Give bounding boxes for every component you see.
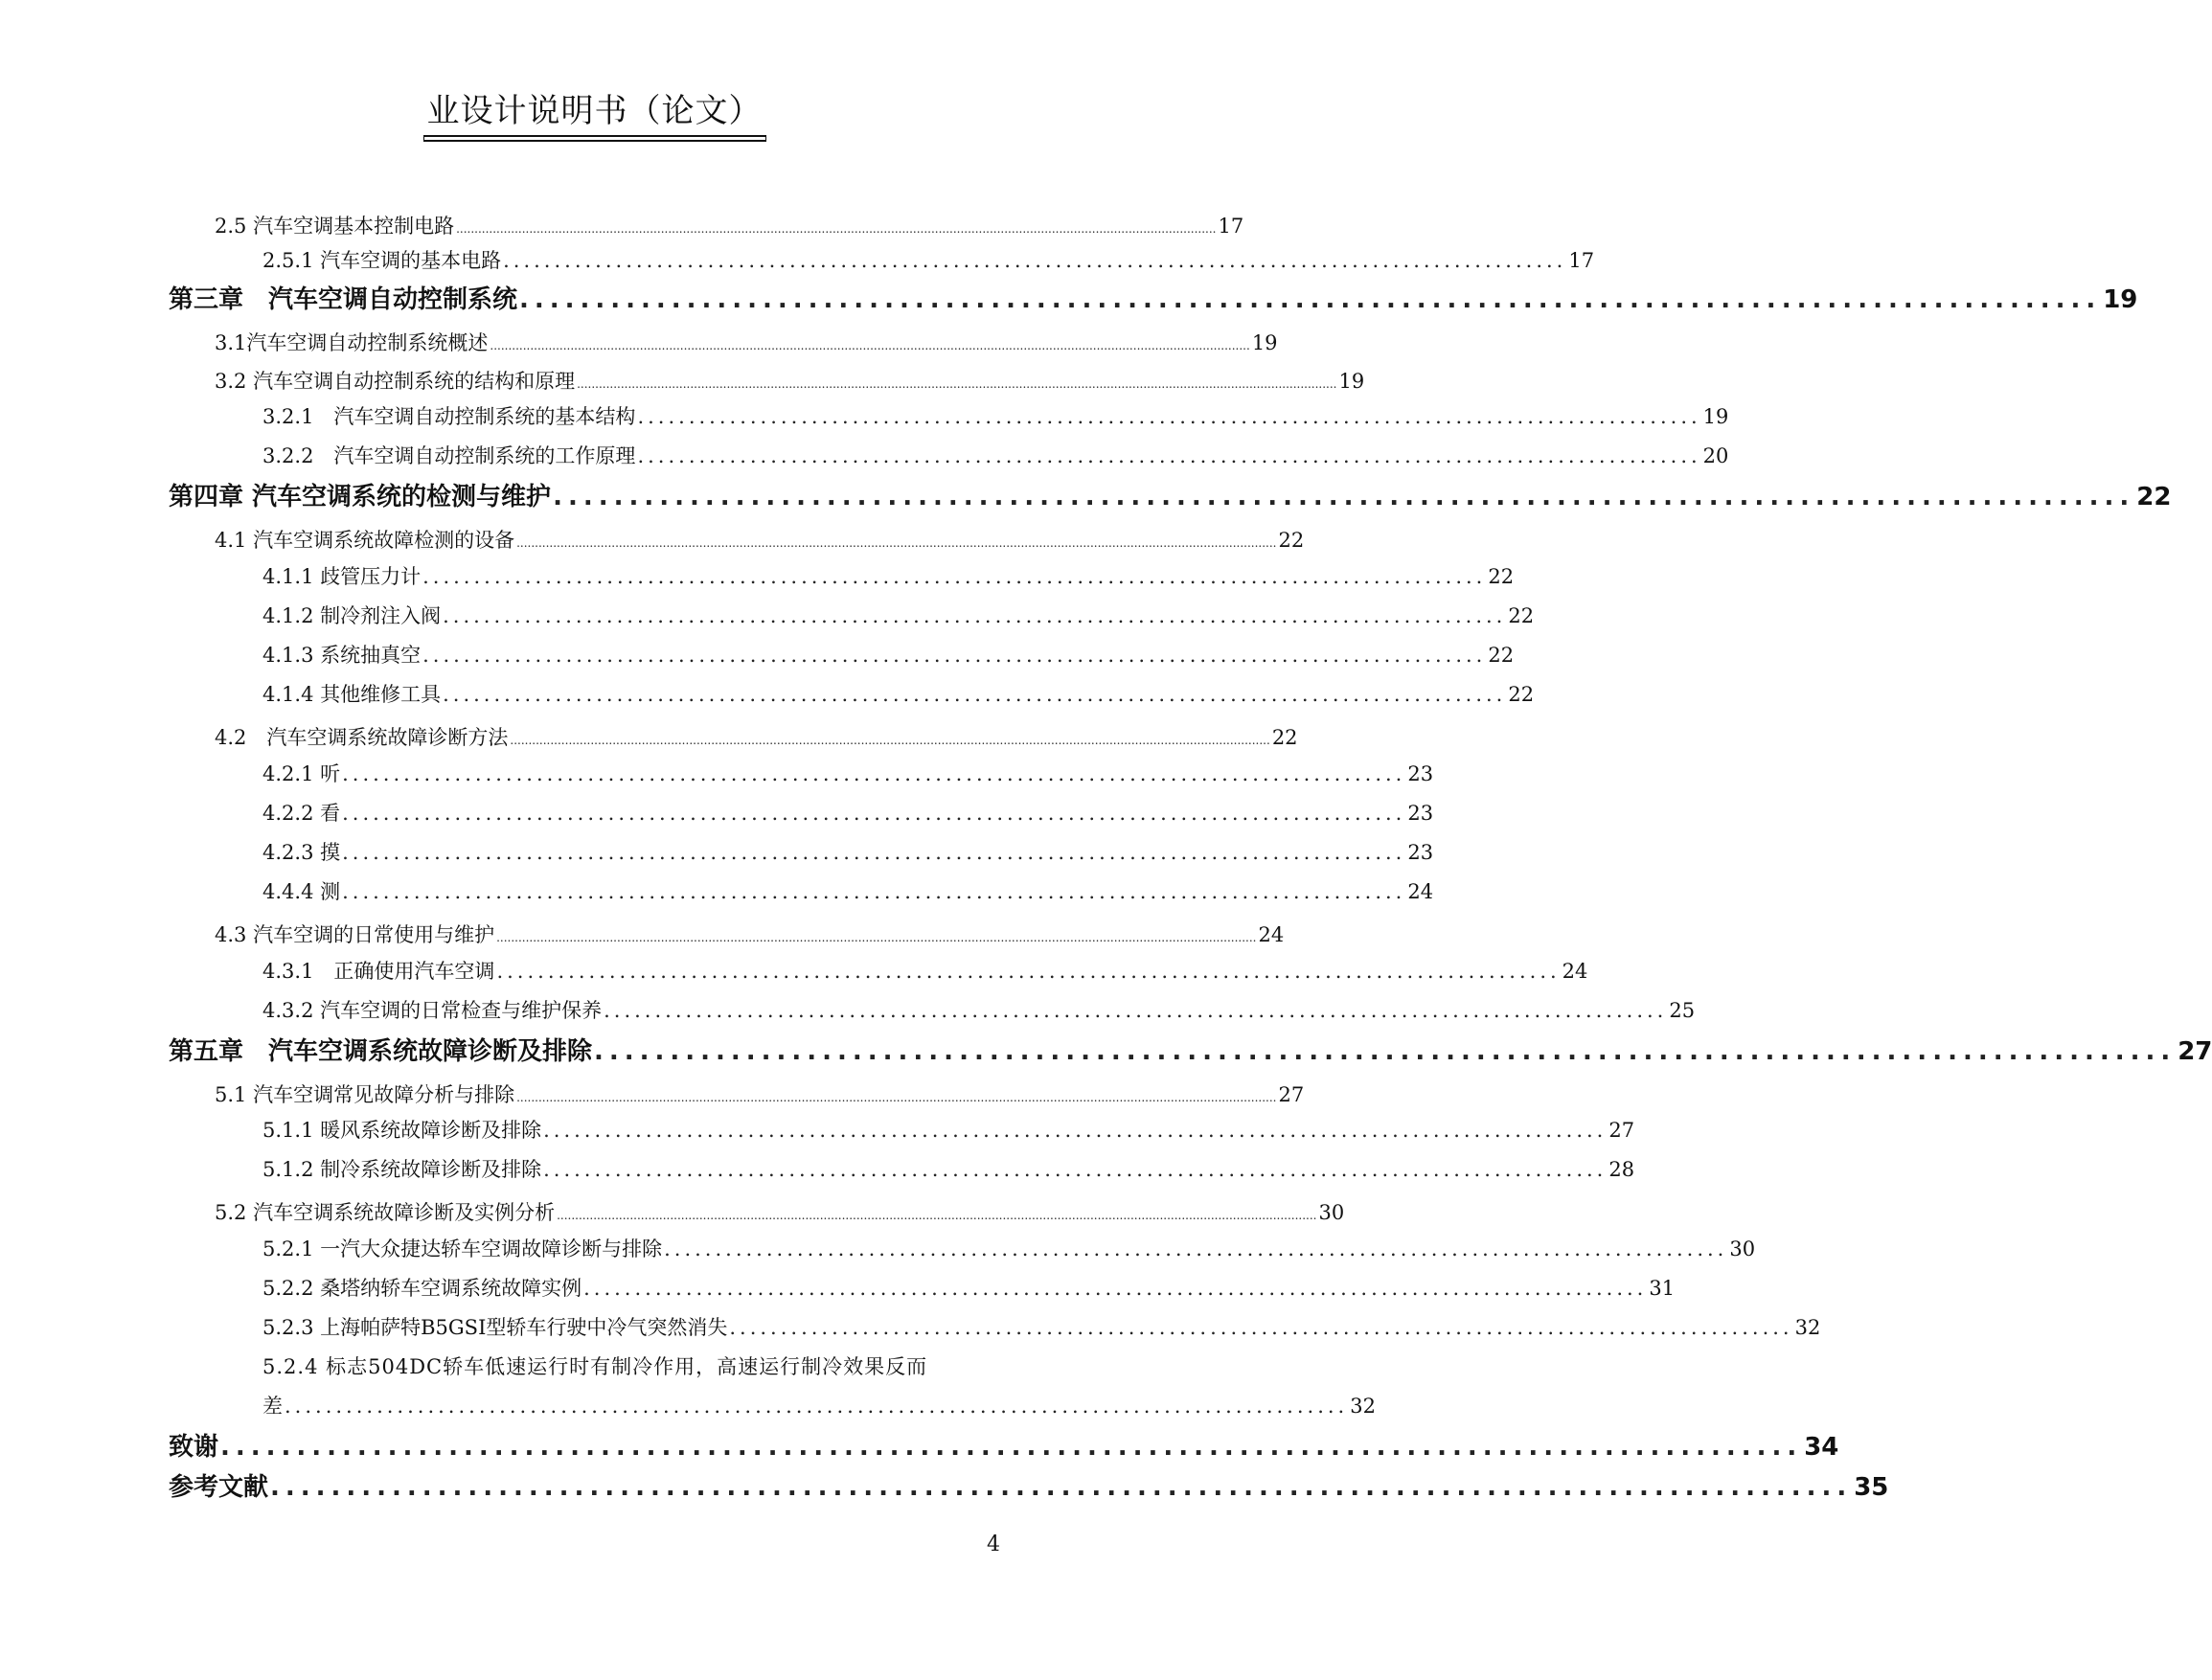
toc-dot-leader: ........................................................................................................ — [443, 604, 1507, 627]
toc-dot-leader: ................................................................................................................................................................................................................ — [456, 222, 1217, 236]
document-header — [0, 84, 1189, 137]
toc-entry-label: 4.3 汽车空调的日常使用与维护 — [215, 923, 495, 946]
toc-entry-page: 22 — [1271, 726, 1298, 749]
toc-dot-leader: ................................................................................................................................................................................................................ — [557, 1209, 1317, 1222]
toc-entry-4-2-3[interactable] — [262, 837, 1434, 866]
toc-entry-page: 30 — [1729, 1237, 1756, 1260]
toc-entry-5-2-4-line1[interactable] — [262, 1351, 927, 1380]
toc-entry-page: 22 — [2136, 483, 2172, 511]
toc-dot-leader: ........................................................................................................ — [637, 405, 1701, 428]
toc-entry-label: 4.1.1 歧管压力计 — [262, 565, 422, 588]
toc-entry-page: 22 — [1278, 529, 1305, 552]
toc-entry-label: 5.2.3 上海帕萨特B5GSI型轿车行驶中冷气突然消失 — [262, 1316, 728, 1339]
toc-dot-leader: ........................................................................................................ — [342, 762, 1406, 785]
toc-entry-page: 27 — [1278, 1083, 1305, 1106]
toc-dot-leader: ........................................................................................................ — [342, 841, 1406, 864]
toc-dot-leader: ........................................................................................................ — [220, 1433, 1803, 1462]
toc-entry-chapter-5[interactable] — [169, 1032, 2212, 1067]
toc-entry-label: 4.1 汽车空调系统故障检测的设备 — [215, 529, 515, 552]
toc-entry-4-1-2[interactable] — [262, 601, 1535, 629]
toc-entry-5-2-1[interactable] — [262, 1234, 1756, 1262]
toc-entry-5-2-3[interactable] — [262, 1312, 1821, 1341]
toc-entry-label: 4.4.4 测 — [262, 880, 341, 903]
toc-dot-leader: ........................................................................................................ — [443, 683, 1507, 706]
toc-entry-page: 31 — [1649, 1277, 1676, 1300]
toc-dot-leader: ................................................................................................................................................................................................................ — [516, 1091, 1277, 1104]
toc-dot-leader: ........................................................................................................ — [583, 1277, 1648, 1300]
toc-dot-leader: ........................................................................................................ — [285, 1395, 1349, 1418]
toc-entry-label: 4.2 汽车空调系统故障诊断方法 — [215, 726, 509, 749]
toc-entry-label: 2.5 汽车空调基本控制电路 — [215, 215, 455, 238]
toc-entry-3-2-2[interactable] — [262, 441, 1729, 469]
toc-dot-leader: ................................................................................................................................................................................................................ — [510, 734, 1270, 747]
toc-entry-page: 19 — [1338, 370, 1365, 393]
toc-entry-label: 差 — [262, 1395, 283, 1418]
toc-entry-chapter-3[interactable] — [169, 280, 2138, 315]
toc-entry-label: 4.3.2 汽车空调的日常检查与维护保养 — [262, 999, 603, 1022]
toc-dot-leader: ........................................................................................................ — [553, 483, 2135, 511]
toc-entry-label: 5.2 汽车空调系统故障诊断及实例分析 — [215, 1201, 556, 1224]
toc-entry-4-2[interactable] — [215, 722, 1298, 751]
toc-entry-4-4-4[interactable] — [262, 876, 1434, 905]
toc-dot-leader: ........................................................................................................ — [637, 444, 1701, 467]
toc-entry-2-5[interactable] — [215, 211, 1244, 239]
toc-entry-5-2-2[interactable] — [262, 1273, 1676, 1302]
toc-dot-leader: ................................................................................................................................................................................................................ — [577, 377, 1337, 391]
toc-dot-leader: ........................................................................................................ — [496, 960, 1561, 983]
toc-dot-leader: ........................................................................................................ — [543, 1158, 1608, 1181]
toc-entry-page: 17 — [1218, 215, 1244, 238]
toc-entry-label: 5.1.1 暖风系统故障诊断及排除 — [262, 1119, 542, 1142]
toc-entry-4-3-2[interactable] — [262, 995, 1696, 1024]
toc-entry-label: 5.2.1 一汽大众捷达轿车空调故障诊断与排除 — [262, 1237, 663, 1260]
toc-entry-page: 27 — [2178, 1037, 2212, 1066]
toc-entry-4-3-1[interactable] — [262, 956, 1588, 985]
toc-entry-page: 24 — [1562, 960, 1588, 983]
toc-entry-page: 34 — [1804, 1433, 1839, 1462]
toc-entry-label: 4.1.4 其他维修工具 — [262, 683, 442, 706]
toc-entry-label: 3.2.2 汽车空调自动控制系统的工作原理 — [262, 444, 636, 467]
toc-entry-references[interactable] — [169, 1467, 1889, 1503]
toc-entry-page: 19 — [2103, 285, 2138, 314]
toc-entry-page: 32 — [1794, 1316, 1821, 1339]
toc-entry-page: 23 — [1407, 841, 1434, 864]
header-title: 业设计说明书（论文） — [423, 84, 766, 137]
toc-entry-5-1-1[interactable] — [262, 1115, 1635, 1144]
toc-entry-3-2-1[interactable] — [262, 401, 1729, 430]
toc-entry-label: 5.1.2 制冷系统故障诊断及排除 — [262, 1158, 542, 1181]
toc-entry-label: 5.2.4 标志504DC轿车低速运行时有制冷作用，高速运行制冷效果反而 — [262, 1355, 928, 1378]
toc-entry-label: 4.1.2 制冷剂注入阀 — [262, 604, 442, 627]
toc-dot-leader: ........................................................................................................ — [729, 1316, 1793, 1339]
toc-entry-3-2[interactable] — [215, 366, 1365, 395]
toc-entry-label: 参考文献 — [169, 1473, 269, 1502]
toc-entry-label: 4.3.1 正确使用汽车空调 — [262, 960, 495, 983]
toc-entry-page: 23 — [1407, 802, 1434, 825]
toc-entry-page: 19 — [1702, 405, 1729, 428]
toc-dot-leader: ........................................................................................................ — [342, 802, 1406, 825]
toc-entry-page: 23 — [1407, 762, 1434, 785]
toc-entry-page: 25 — [1669, 999, 1696, 1022]
toc-entry-page: 32 — [1350, 1395, 1376, 1418]
toc-entry-label: 3.2.1 汽车空调自动控制系统的基本结构 — [262, 405, 636, 428]
toc-entry-page: 28 — [1608, 1158, 1635, 1181]
toc-entry-page: 17 — [1568, 249, 1595, 272]
toc-entry-4-1-4[interactable] — [262, 679, 1535, 708]
toc-entry-chapter-4[interactable] — [169, 477, 2172, 512]
toc-entry-2-5-1[interactable] — [262, 245, 1595, 274]
toc-dot-leader: ........................................................................................................ — [422, 565, 1487, 588]
toc-dot-leader: ........................................................................................................ — [422, 644, 1487, 667]
toc-entry-4-1[interactable] — [215, 525, 1305, 554]
toc-entry-page: 24 — [1407, 880, 1434, 903]
toc-dot-leader: ........................................................................................................ — [594, 1037, 2177, 1066]
toc-entry-label: 第三章 汽车空调自动控制系统 — [169, 285, 518, 314]
toc-entry-label: 致谢 — [169, 1433, 219, 1462]
toc-entry-page: 22 — [1508, 604, 1535, 627]
toc-entry-4-2-1[interactable] — [262, 759, 1434, 787]
toc-dot-leader: ................................................................................................................................................................................................................ — [516, 536, 1277, 550]
toc-entry-5-1-2[interactable] — [262, 1154, 1635, 1183]
toc-entry-page: 35 — [1854, 1473, 1889, 1502]
toc-entry-label: 4.2.2 看 — [262, 802, 341, 825]
toc-dot-leader: ........................................................................................................ — [543, 1119, 1608, 1142]
toc-entry-page: 30 — [1318, 1201, 1345, 1224]
toc-entry-page: 19 — [1251, 331, 1278, 354]
toc-entry-5-2[interactable] — [215, 1197, 1345, 1226]
toc-dot-leader: ........................................................................................................ — [270, 1473, 1853, 1502]
toc-entry-label: 第四章 汽车空调系统的检测与维护 — [169, 483, 552, 511]
toc-entry-page: 20 — [1702, 444, 1729, 467]
toc-entry-page: 22 — [1488, 644, 1515, 667]
toc-dot-leader: ................................................................................................................................................................................................................ — [490, 339, 1250, 352]
toc-entry-label: 5.2.2 桑塔纳轿车空调系统故障实例 — [262, 1277, 582, 1300]
toc-entry-page: 22 — [1488, 565, 1515, 588]
toc-entry-4-1-1[interactable] — [262, 561, 1515, 590]
page-number: 4 — [987, 1532, 1000, 1556]
toc-entry-label: 5.1 汽车空调常见故障分析与排除 — [215, 1083, 515, 1106]
toc-entry-acknowledgements[interactable] — [169, 1427, 1839, 1463]
toc-entry-3-1[interactable] — [215, 328, 1278, 356]
toc-entry-4-2-2[interactable] — [262, 798, 1434, 827]
toc-dot-leader: ........................................................................................................ — [519, 285, 2102, 314]
toc-entry-label: 4.2.3 摸 — [262, 841, 341, 864]
toc-entry-page: 22 — [1508, 683, 1535, 706]
toc-entry-page: 24 — [1258, 923, 1285, 946]
toc-entry-label: 第五章 汽车空调系统故障诊断及排除 — [169, 1037, 593, 1066]
toc-dot-leader: ........................................................................................................ — [342, 880, 1406, 903]
toc-entry-label: 2.5.1 汽车空调的基本电路 — [262, 249, 502, 272]
toc-entry-4-3[interactable] — [215, 919, 1285, 948]
toc-entry-label: 4.2.1 听 — [262, 762, 341, 785]
toc-entry-label: 3.1汽车空调自动控制系统概述 — [215, 331, 489, 354]
toc-entry-5-2-4-line2[interactable] — [262, 1391, 1376, 1419]
toc-entry-5-1[interactable] — [215, 1079, 1305, 1108]
toc-dot-leader: ................................................................................................................................................................................................................ — [496, 931, 1257, 944]
toc-dot-leader: ........................................................................................................ — [664, 1237, 1728, 1260]
toc-entry-label: 4.1.3 系统抽真空 — [262, 644, 422, 667]
toc-entry-4-1-3[interactable] — [262, 640, 1515, 669]
toc-dot-leader: ........................................................................................................ — [503, 249, 1567, 272]
toc-dot-leader: ........................................................................................................ — [604, 999, 1668, 1022]
toc-entry-page: 27 — [1608, 1119, 1635, 1142]
toc-entry-label: 3.2 汽车空调自动控制系统的结构和原理 — [215, 370, 576, 393]
